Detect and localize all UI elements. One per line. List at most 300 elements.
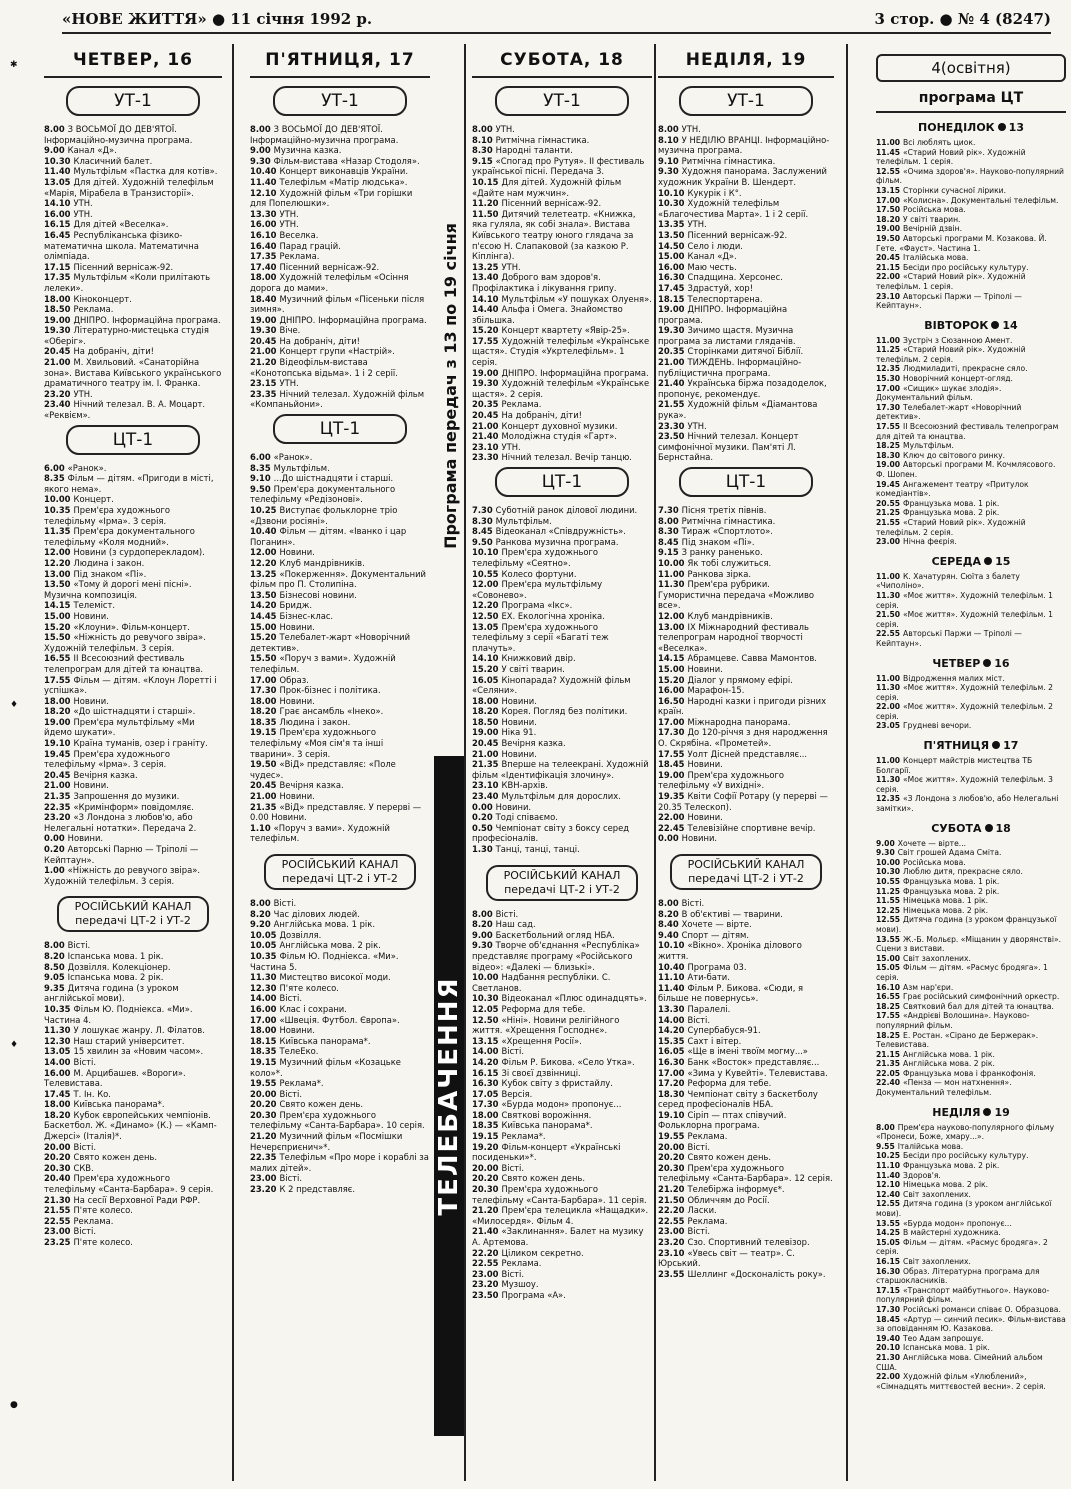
- program-title: Шеллинг «Досконалість року».: [687, 1268, 826, 1279]
- program-entry: [250, 526, 430, 547]
- program-entry: [472, 1110, 652, 1121]
- program-title: Народні казки і пригоди різних країн.: [658, 695, 827, 717]
- channel-badge-ct1: ЦТ-1: [66, 425, 200, 455]
- program-entry: [472, 1173, 652, 1184]
- program-entry: [44, 1237, 222, 1248]
- program-entry: [472, 1258, 652, 1269]
- program-time: 23.20: [44, 812, 71, 823]
- program-time: 14.45: [250, 610, 277, 621]
- program-time: 19.00: [472, 367, 499, 378]
- program-title: Пісенний вернісаж-92.: [501, 198, 602, 209]
- program-entry: [658, 833, 834, 844]
- program-entry: [472, 844, 652, 855]
- program-title: Село і люди.: [687, 240, 743, 251]
- program-title: Т. Ін. Ко.: [73, 1088, 111, 1099]
- program-entry: [876, 1190, 1066, 1200]
- program-time: 8.45: [472, 526, 493, 537]
- program-title: Для дітей. Художній телефільм «Марія, Мірабела в Транзисторії».: [44, 176, 214, 198]
- program-title: «Спогад про Рутуя». II фестиваль української пісні. Передача 3.: [472, 155, 645, 177]
- program-title: Корея. Погляд без політики.: [501, 706, 628, 717]
- program-title: Телебіржа інформує*.: [687, 1184, 785, 1195]
- program-entry: [250, 145, 430, 156]
- program-title: «Сищик» шукає злодія». Документальний фільм.: [876, 383, 1002, 403]
- channel-badge-russian: РОСІЙСЬКИЙ КАНАЛ передачі ЦТ-2 і УТ-2: [57, 896, 209, 932]
- schedule-list: [472, 909, 652, 1301]
- program-entry: [250, 600, 430, 611]
- program-time: 8.20: [44, 950, 65, 961]
- program-title: Зустріч з Сюзанною Амент.: [903, 335, 1013, 345]
- program-title: Вісті.: [273, 898, 297, 908]
- program-entry: [44, 145, 222, 156]
- program-title: Телеміст.: [73, 600, 116, 611]
- program-entry: [44, 706, 222, 717]
- program-time: 20.30: [472, 1184, 499, 1195]
- program-entry: [658, 505, 834, 516]
- program-title: ДНІПРО. Інформаційна програма.: [658, 304, 788, 325]
- program-time: 15.05: [876, 963, 901, 973]
- program-entry: [658, 675, 834, 686]
- program-entry: [250, 1046, 430, 1057]
- program-title: Телеспортарена.: [687, 293, 763, 304]
- column-saturday: [472, 44, 652, 1481]
- program-entry: [876, 983, 1066, 993]
- schedule-list: [876, 1123, 1066, 1392]
- program-title: «До шістнадцяти і старші».: [73, 706, 196, 717]
- program-time: 13.15: [876, 185, 901, 195]
- program-entry: [250, 993, 430, 1004]
- program-title: Вісті.: [73, 1056, 97, 1067]
- program-entry: [250, 919, 430, 930]
- program-title: Канал «Д».: [687, 251, 737, 262]
- program-entry: [472, 622, 652, 654]
- program-time: 19.30: [658, 325, 685, 336]
- program-entry: [472, 717, 652, 728]
- day-heading: П'ЯТНИЦЯ, 17: [250, 44, 430, 78]
- program-time: 20.30: [250, 1109, 277, 1120]
- program-title: Новини.: [279, 695, 315, 706]
- program-title: Французька мова. 2 рік.: [903, 1161, 1000, 1171]
- program-title: УТН.: [279, 208, 299, 219]
- program-entry: [876, 1315, 1066, 1334]
- program-entry: [658, 1025, 834, 1036]
- program-entry: [876, 674, 1066, 684]
- program-entry: [44, 780, 222, 791]
- channel-badge-ct1: ЦТ-1: [679, 467, 813, 497]
- program-entry: [250, 346, 430, 357]
- channel-badge-russian: РОСІЙСЬКИЙ КАНАЛ передачі ЦТ-2 і УТ-2: [264, 854, 416, 890]
- program-title: Художній телефільм «Українське щастя». Студія «Укртелефільм». 1 серія.: [472, 335, 650, 368]
- program-time: 13.50: [250, 589, 277, 600]
- program-title: Програма «А».: [501, 1289, 566, 1300]
- program-time: 21.50: [658, 1194, 685, 1205]
- program-entry: [876, 441, 1066, 451]
- program-number-title: 4(освітня): [876, 54, 1066, 82]
- program-title: Художній фільм «Улюблений», «Сімнадцять миттєвостей весни». 2 серія.: [876, 1372, 1046, 1391]
- program-time: 20.40: [44, 1173, 71, 1184]
- program-title: Новини.: [73, 610, 109, 621]
- program-entry: [876, 775, 1066, 794]
- program-time: 12.50: [472, 1014, 499, 1025]
- program-entry: [44, 473, 222, 494]
- program-time: 15.00: [44, 610, 71, 621]
- program-entry: [658, 241, 834, 252]
- program-time: 18.00: [472, 695, 499, 706]
- program-title: Грудневі вечори.: [903, 721, 972, 731]
- program-time: 16.15: [876, 1256, 901, 1266]
- program-time: 10.00: [658, 557, 685, 568]
- program-title: «Ранок».: [67, 462, 107, 473]
- program-time: 16.40: [250, 240, 277, 251]
- program-entry: [250, 325, 430, 336]
- bullet-icon: [983, 659, 991, 667]
- program-entry: [876, 451, 1066, 461]
- program-time: 18.00: [250, 1025, 277, 1036]
- program-title: Київська панорама*.: [73, 1099, 165, 1110]
- program-entry: [876, 1286, 1066, 1305]
- program-title: Вісті.: [73, 1141, 97, 1152]
- program-time: 10.15: [472, 176, 499, 187]
- program-time: 8.00: [250, 898, 271, 908]
- program-entry: [44, 675, 222, 696]
- program-entry: [250, 1131, 430, 1152]
- program-time: 20.00: [44, 1141, 71, 1152]
- program-entry: [250, 124, 430, 145]
- program-entry: [250, 463, 430, 474]
- program-entry: [44, 262, 222, 273]
- program-time: 8.00: [44, 940, 65, 951]
- program-entry: [472, 1290, 652, 1301]
- program-title: Концерт виконавців України.: [279, 166, 409, 177]
- bullet-icon: [991, 321, 999, 329]
- program-title: Фільм Р. Бикова. «Сюди, я більше не повернусь».: [658, 982, 804, 1004]
- program-title: Відеофільм-вистава «Конотопська відьма». 1 і 2 серії.: [250, 357, 398, 378]
- program-time: 17.15: [44, 261, 71, 272]
- program-entry: [44, 156, 222, 167]
- program-entry: [250, 1025, 430, 1036]
- program-entry: [472, 505, 652, 516]
- program-time: 20.20: [250, 1099, 277, 1110]
- program-time: 19.35: [658, 791, 685, 802]
- program-entry: [876, 224, 1066, 234]
- central-day-number: 13: [1008, 121, 1024, 134]
- program-time: 9.05: [44, 972, 65, 983]
- program-entry: [472, 209, 652, 262]
- program-entry: [658, 1184, 834, 1195]
- program-time: 21.20: [250, 357, 277, 368]
- program-title: Образ.: [279, 674, 309, 685]
- program-title: Бридж.: [279, 600, 313, 611]
- program-title: СКВ.: [73, 1162, 94, 1173]
- program-title: В майстерні художника.: [903, 1228, 1001, 1238]
- program-entry: [44, 272, 222, 293]
- program-title: Танці, танці, танці.: [495, 844, 580, 854]
- central-day-heading: [876, 1106, 1066, 1119]
- program-time: 18.00: [44, 293, 71, 304]
- program-entry: [658, 717, 834, 728]
- program-time: 14.20: [472, 1056, 499, 1067]
- program-entry: [250, 1057, 430, 1078]
- program-entry: [876, 253, 1066, 263]
- program-title: Фільм — дітям. «Пригоди в місті, якого нема».: [44, 473, 214, 494]
- program-title: Іспанська мова. 1 рік.: [903, 1343, 990, 1353]
- program-entry: [876, 1219, 1066, 1229]
- program-time: 10.10: [658, 187, 685, 198]
- program-time: 9.30: [250, 155, 271, 166]
- program-entry: [658, 272, 834, 283]
- program-entry: [658, 1195, 834, 1206]
- program-time: 0.20: [44, 844, 65, 854]
- program-entry: [658, 823, 834, 834]
- program-title: У світі тварин.: [903, 214, 961, 224]
- program-title: Пісенний вернісаж-92.: [73, 261, 174, 272]
- program-time: 18.40: [250, 293, 277, 304]
- program-title: Новини.: [687, 663, 723, 674]
- program-time: 21.40: [472, 1226, 499, 1237]
- program-time: 23.10: [472, 441, 499, 452]
- program-title: «Пенза — мон натхнення». Документальний телефільм.: [876, 1078, 1012, 1098]
- program-title: Французька мова. 1 рік.: [903, 498, 1000, 508]
- program-time: 18.35: [250, 716, 277, 727]
- program-time: 23.25: [44, 1237, 71, 1247]
- program-time: 16.15: [44, 219, 71, 230]
- program-title: Республіканська фізико-математична школа. Математична олімпіада.: [44, 229, 199, 262]
- program-entry: [44, 972, 222, 983]
- program-entry: [658, 1015, 834, 1026]
- program-entry: [658, 759, 834, 770]
- schedule-list: [472, 505, 652, 855]
- program-entry: [876, 867, 1066, 877]
- program-time: 22.00: [876, 1372, 901, 1382]
- program-time: 23.00: [250, 1173, 277, 1184]
- program-entry: [250, 951, 430, 972]
- program-title: На добраніч, діти!: [279, 335, 360, 346]
- program-time: 11.30: [876, 775, 901, 785]
- program-entry: [658, 962, 834, 973]
- program-title: Суботній ранок ділової людини.: [495, 505, 638, 515]
- program-entry: [250, 547, 430, 558]
- program-time: 10.40: [658, 961, 685, 972]
- program-title: «Старий Новий рік». Художній телефільм. 2 серія.: [876, 517, 1026, 537]
- program-title: Мультфільм «Коли прилітають лелеки».: [44, 272, 211, 293]
- day-heading: ЧЕТВЕР, 16: [44, 44, 222, 78]
- program-entry: [44, 1036, 222, 1047]
- program-title: Хочете — вірте.: [681, 919, 752, 930]
- program-entry: [658, 1269, 834, 1280]
- program-title: Авторські програми М. Кочмлясового. Ф. Шопен.: [876, 460, 1056, 479]
- program-time: 14.00: [472, 1046, 499, 1057]
- program-time: 12.55: [876, 1199, 901, 1209]
- central-day-number: 17: [1003, 739, 1019, 753]
- program-entry: [250, 241, 430, 252]
- central-day-name: П'ЯТНИЦЯ: [923, 739, 990, 753]
- program-title: Прем'єра художнього телефільму «Ірма». 3 серія.: [44, 748, 171, 770]
- program-title: Вісті.: [501, 1162, 525, 1173]
- program-time: 12.00: [250, 547, 277, 558]
- program-entry: [876, 877, 1066, 887]
- program-entry: [250, 251, 430, 262]
- program-time: 13.15: [472, 1035, 499, 1046]
- program-entry: [876, 537, 1066, 547]
- program-title: Запрошення до музики.: [73, 791, 180, 802]
- program-entry: [876, 1228, 1066, 1238]
- program-time: 20.45: [876, 253, 901, 263]
- program-entry: [876, 403, 1066, 422]
- central-day-number: 16: [994, 656, 1010, 670]
- program-time: 23.55: [658, 1268, 685, 1279]
- program-title: Бесіди про російську культуру.: [903, 1151, 1029, 1161]
- program-entry: [876, 1078, 1066, 1097]
- program-time: 13.30: [658, 1003, 685, 1014]
- program-title: У лошукає жанру. Л. Філатов.: [73, 1025, 205, 1036]
- program-entry: [876, 272, 1066, 291]
- program-entry: [250, 558, 430, 569]
- program-entry: [658, 198, 834, 219]
- program-entry: [658, 1078, 834, 1089]
- program-title: Сіріп — птах співучий. Фольклорна програма.: [658, 1109, 787, 1131]
- program-title: У світі тварин.: [501, 663, 565, 674]
- program-entry: [658, 983, 834, 1004]
- program-entry: [250, 983, 430, 994]
- schedule-list: [876, 572, 1066, 649]
- program-entry: [250, 1152, 430, 1173]
- program-title: Відеоканал «Плюс одинадцять».: [501, 993, 647, 1004]
- program-title: Обличчям до Росії.: [687, 1194, 770, 1205]
- program-title: Вісті.: [687, 1226, 711, 1237]
- program-entry: [250, 378, 430, 389]
- program-title: Літературно-мистецька студія «Оберіг».: [44, 325, 209, 346]
- program-entry: [876, 721, 1066, 731]
- program-entry: [658, 135, 834, 156]
- program-time: 14.20: [250, 600, 277, 611]
- day-heading: СУБОТА, 18: [472, 44, 652, 78]
- program-title: II Всесоюзний фестиваль телепрограм для дітей та юнацтва.: [876, 422, 1059, 441]
- program-time: 9.20: [250, 919, 271, 930]
- program-time: 8.00: [658, 515, 679, 526]
- program-entry: [876, 234, 1066, 253]
- program-entry: [472, 399, 652, 410]
- program-entry: [250, 156, 430, 167]
- program-time: 10.55: [472, 568, 499, 579]
- program-time: 9.50: [250, 483, 271, 494]
- program-title: Грає ансамбль «Інеко».: [279, 706, 384, 717]
- program-title: «Кримінформ» повідомляє.: [73, 801, 194, 812]
- program-title: «Бурда модон» пропонує...: [903, 1218, 1012, 1228]
- program-title: «Зима у Кувейті». Телевистава.: [687, 1067, 828, 1078]
- program-title: Мультфільм «Пастка для котів».: [73, 166, 218, 177]
- program-title: Музичний фільм «Пісеньки після зимня».: [250, 293, 425, 315]
- program-time: 16.00: [250, 1003, 277, 1014]
- program-title: Кукурік і К°.: [687, 187, 742, 198]
- program-time: 19.00: [250, 314, 277, 325]
- program-entry: [472, 452, 652, 463]
- program-time: 23.40: [44, 399, 71, 410]
- program-entry: [658, 283, 834, 294]
- program-title: Вечірня казка.: [501, 738, 566, 749]
- program-entry: [472, 431, 652, 442]
- program-entry: [658, 685, 834, 696]
- program-title: Реклама.: [279, 251, 320, 262]
- program-title: Колесо фортуни.: [501, 568, 577, 579]
- program-time: 8.50: [44, 961, 65, 972]
- program-time: 6.00: [44, 462, 65, 473]
- program-title: Новини.: [73, 695, 109, 706]
- program-title: ДНІПРО. Інформаційна програма.: [73, 314, 221, 325]
- program-title: Вісті.: [687, 1014, 711, 1025]
- program-time: 16.15: [472, 1067, 499, 1078]
- program-title: «Колисна». Документальні телефільм.: [903, 195, 1059, 205]
- program-entry: [44, 622, 222, 633]
- program-title: Творче об'єднання «Республіка» представляє програму «Російського відео»: «Далекі — близькі».: [472, 940, 640, 972]
- schedule-list: [658, 505, 834, 844]
- program-entry: [658, 569, 834, 580]
- program-time: 21.35: [44, 791, 71, 802]
- program-entry: [472, 1036, 652, 1047]
- program-title: IX Міжнародний фестиваль телепрограм народної творчості «Веселка».: [658, 621, 809, 653]
- program-entry: [876, 1238, 1066, 1257]
- program-time: 21.15: [876, 262, 901, 272]
- central-day-name: ВІВТОРОК: [924, 318, 989, 332]
- program-time: 9.40: [658, 929, 679, 940]
- program-entry: [250, 1015, 430, 1026]
- program-time: 17.45: [44, 1088, 71, 1099]
- program-entry: [658, 558, 834, 569]
- column-rule: [654, 44, 656, 1481]
- program-time: 21.55: [658, 399, 685, 410]
- program-entry: [472, 579, 652, 600]
- program-title: Дитяча година (з уроком французької мови).: [876, 915, 1057, 934]
- program-time: 16.00: [658, 685, 685, 696]
- program-time: 12.20: [472, 600, 499, 611]
- program-time: 13.35: [658, 219, 685, 230]
- program-time: 17.55: [44, 674, 71, 685]
- program-entry: [472, 791, 652, 802]
- program-entry: [44, 1195, 222, 1206]
- program-entry: [658, 262, 834, 273]
- program-title: Світ захоплених.: [903, 953, 971, 963]
- program-entry: [658, 219, 834, 230]
- program-entry: [472, 304, 652, 325]
- program-entry: [472, 1248, 652, 1259]
- program-title: Київська панорама*.: [501, 1120, 593, 1131]
- program-entry: [44, 494, 222, 505]
- program-time: 8.00: [658, 124, 679, 134]
- bullet-icon: [992, 741, 1000, 749]
- program-entry: [876, 1031, 1066, 1050]
- program-time: 13.30: [250, 208, 277, 219]
- program-entry: [876, 215, 1066, 225]
- program-title: Під знаком «Пі».: [73, 568, 147, 579]
- program-entry: [658, 156, 834, 167]
- program-time: 16.30: [876, 1266, 901, 1276]
- program-entry: [250, 653, 430, 674]
- program-time: 21.55: [876, 517, 901, 527]
- program-title: Телефільм «Матір людська».: [279, 176, 408, 187]
- channel-badge-ct1: ЦТ-1: [495, 467, 629, 497]
- program-title: Вісті.: [279, 1173, 303, 1184]
- program-time: 20.55: [876, 498, 901, 508]
- column-rule: [846, 44, 848, 1481]
- program-entry: [876, 1199, 1066, 1218]
- program-time: 22.05: [876, 1068, 901, 1078]
- program-time: 10.35: [250, 950, 277, 961]
- program-time: 23.20: [658, 1237, 685, 1247]
- program-title: Діалог у прямому ефірі.: [687, 674, 793, 685]
- column-thursday: [44, 44, 222, 1481]
- program-title: Клуб мандрівників.: [687, 610, 773, 621]
- program-entry: [658, 653, 834, 664]
- program-time: 18.35: [472, 1120, 499, 1131]
- program-entry: [44, 198, 222, 209]
